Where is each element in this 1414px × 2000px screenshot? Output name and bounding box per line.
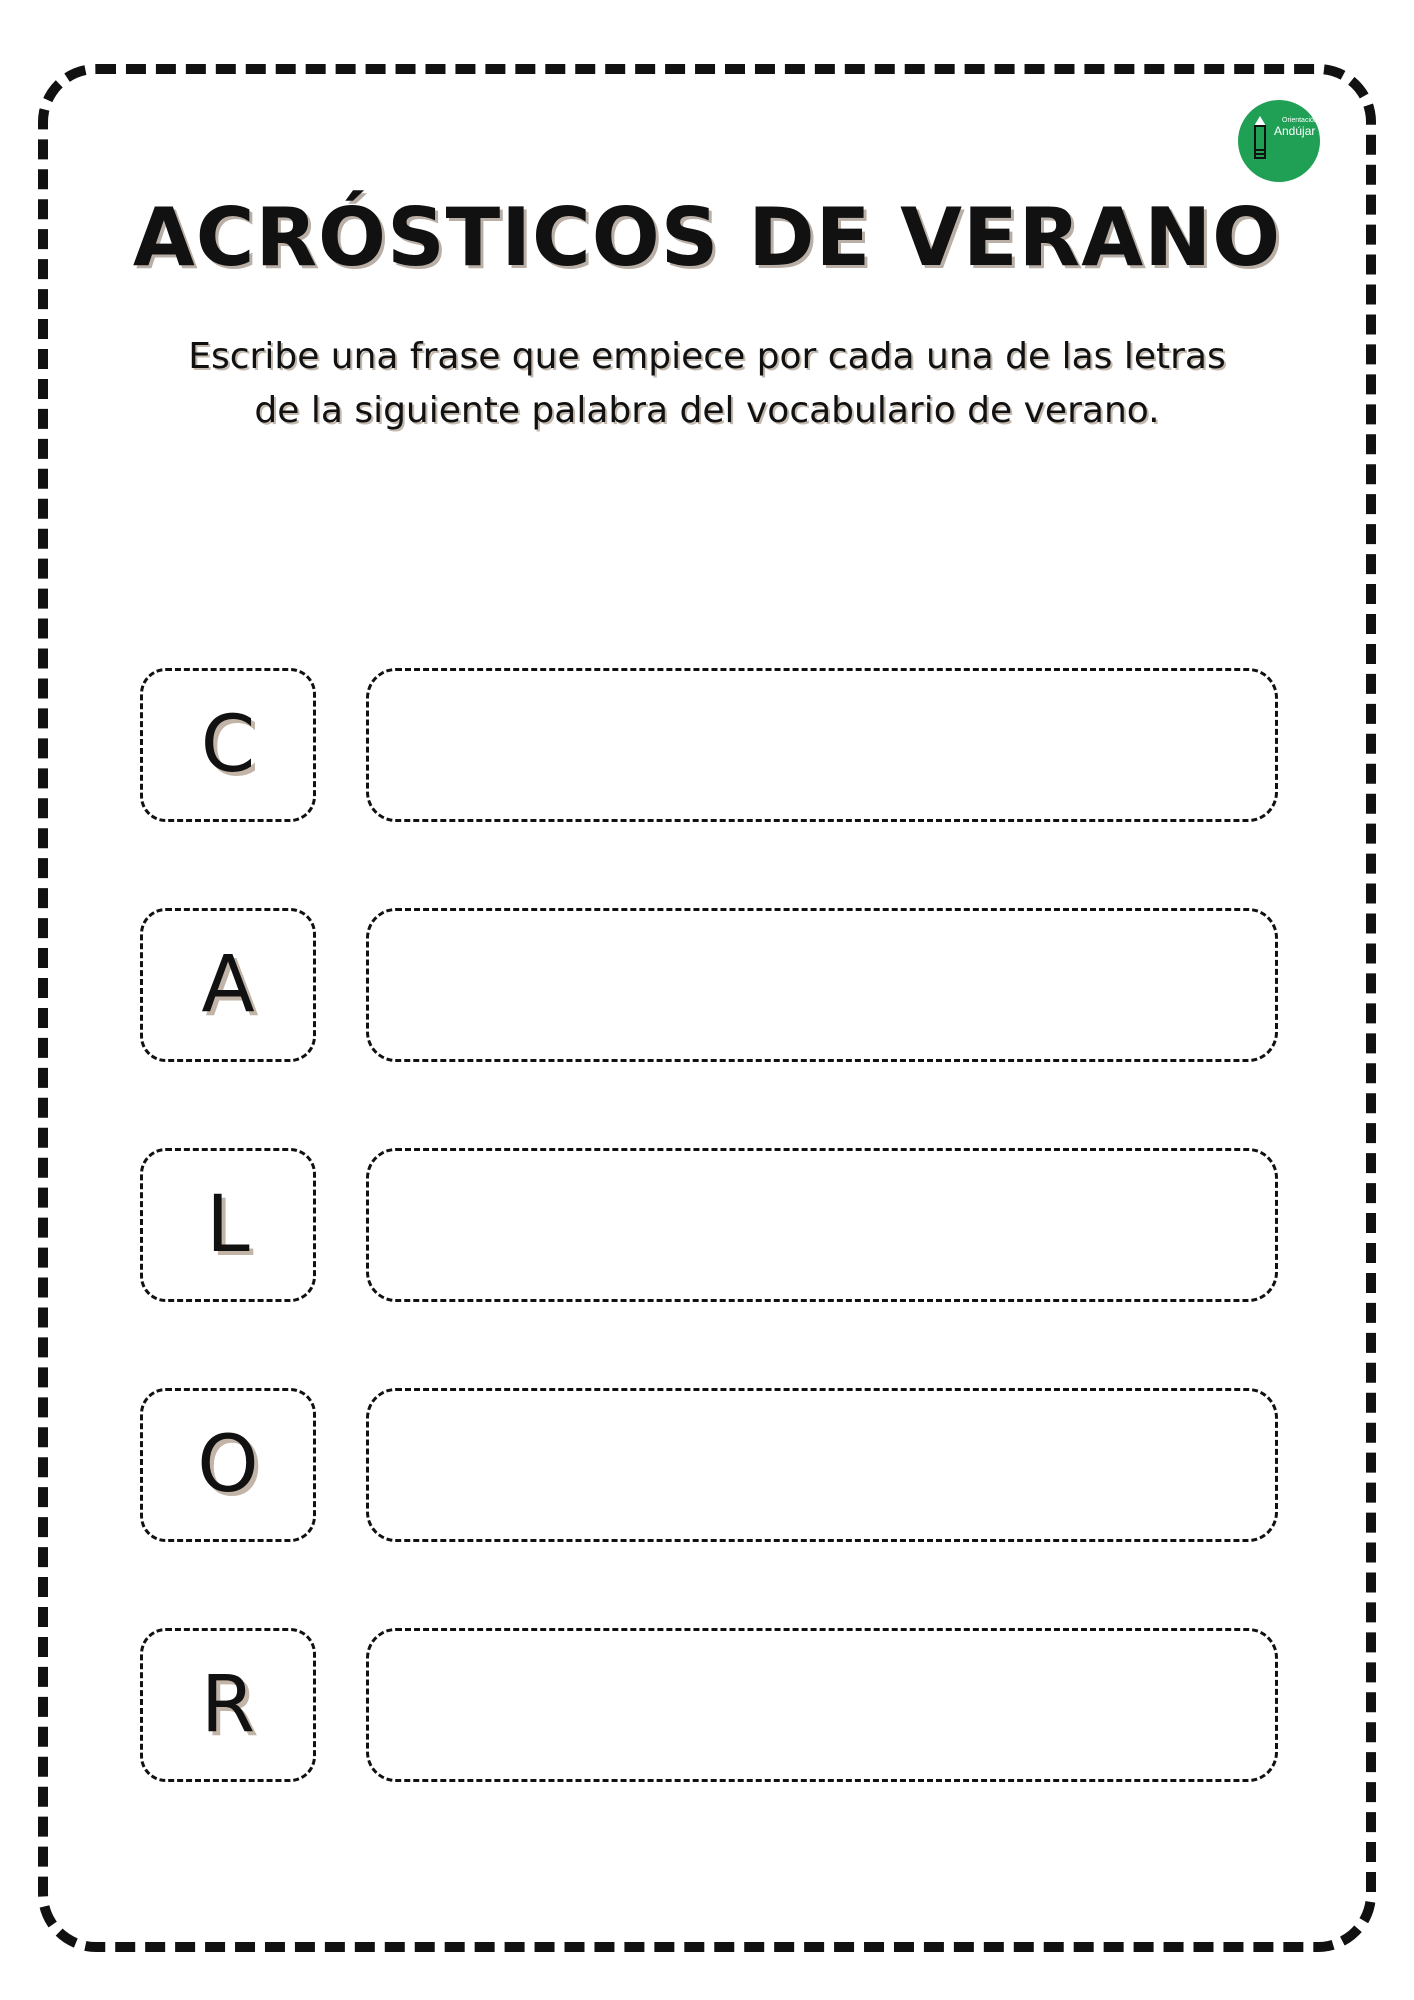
letter-box [140, 1628, 316, 1782]
instructions [120, 330, 1294, 438]
orientacion-andujar-logo [1238, 100, 1320, 182]
letter-box [140, 1388, 316, 1542]
logo-text-top: Orientación [1282, 117, 1318, 124]
acrostic-row-4 [0, 1388, 1414, 1542]
acrostic-letter: L [206, 1180, 250, 1270]
page-title: ACRÓSTICOS DE VERANO [132, 191, 1282, 284]
acrostic-letter: O [197, 1420, 259, 1510]
acrostic-row-2 [0, 908, 1414, 1062]
logo-text-bottom: Andújar [1274, 124, 1316, 138]
pencil-icon [1238, 100, 1320, 182]
answer-field[interactable] [366, 1388, 1278, 1542]
letter-box [140, 1148, 316, 1302]
answer-field[interactable] [366, 1148, 1278, 1302]
answer-field[interactable] [366, 908, 1278, 1062]
answer-field[interactable] [366, 1628, 1278, 1782]
acrostic-letter: A [201, 940, 255, 1030]
instructions-line-2: de la siguiente palabra del vocabulario de verano. [254, 390, 1160, 431]
acrostic-row-5 [0, 1628, 1414, 1782]
letter-box [140, 908, 316, 1062]
answer-field[interactable] [366, 668, 1278, 822]
acrostic-row-3 [0, 1148, 1414, 1302]
acrostic-letter: R [200, 1660, 256, 1750]
acrostic-row-1 [0, 668, 1414, 822]
letter-box [140, 668, 316, 822]
instructions-line-1: Escribe una frase que empiece por cada una de las letras [188, 336, 1226, 377]
acrostic-letter: C [200, 700, 256, 790]
